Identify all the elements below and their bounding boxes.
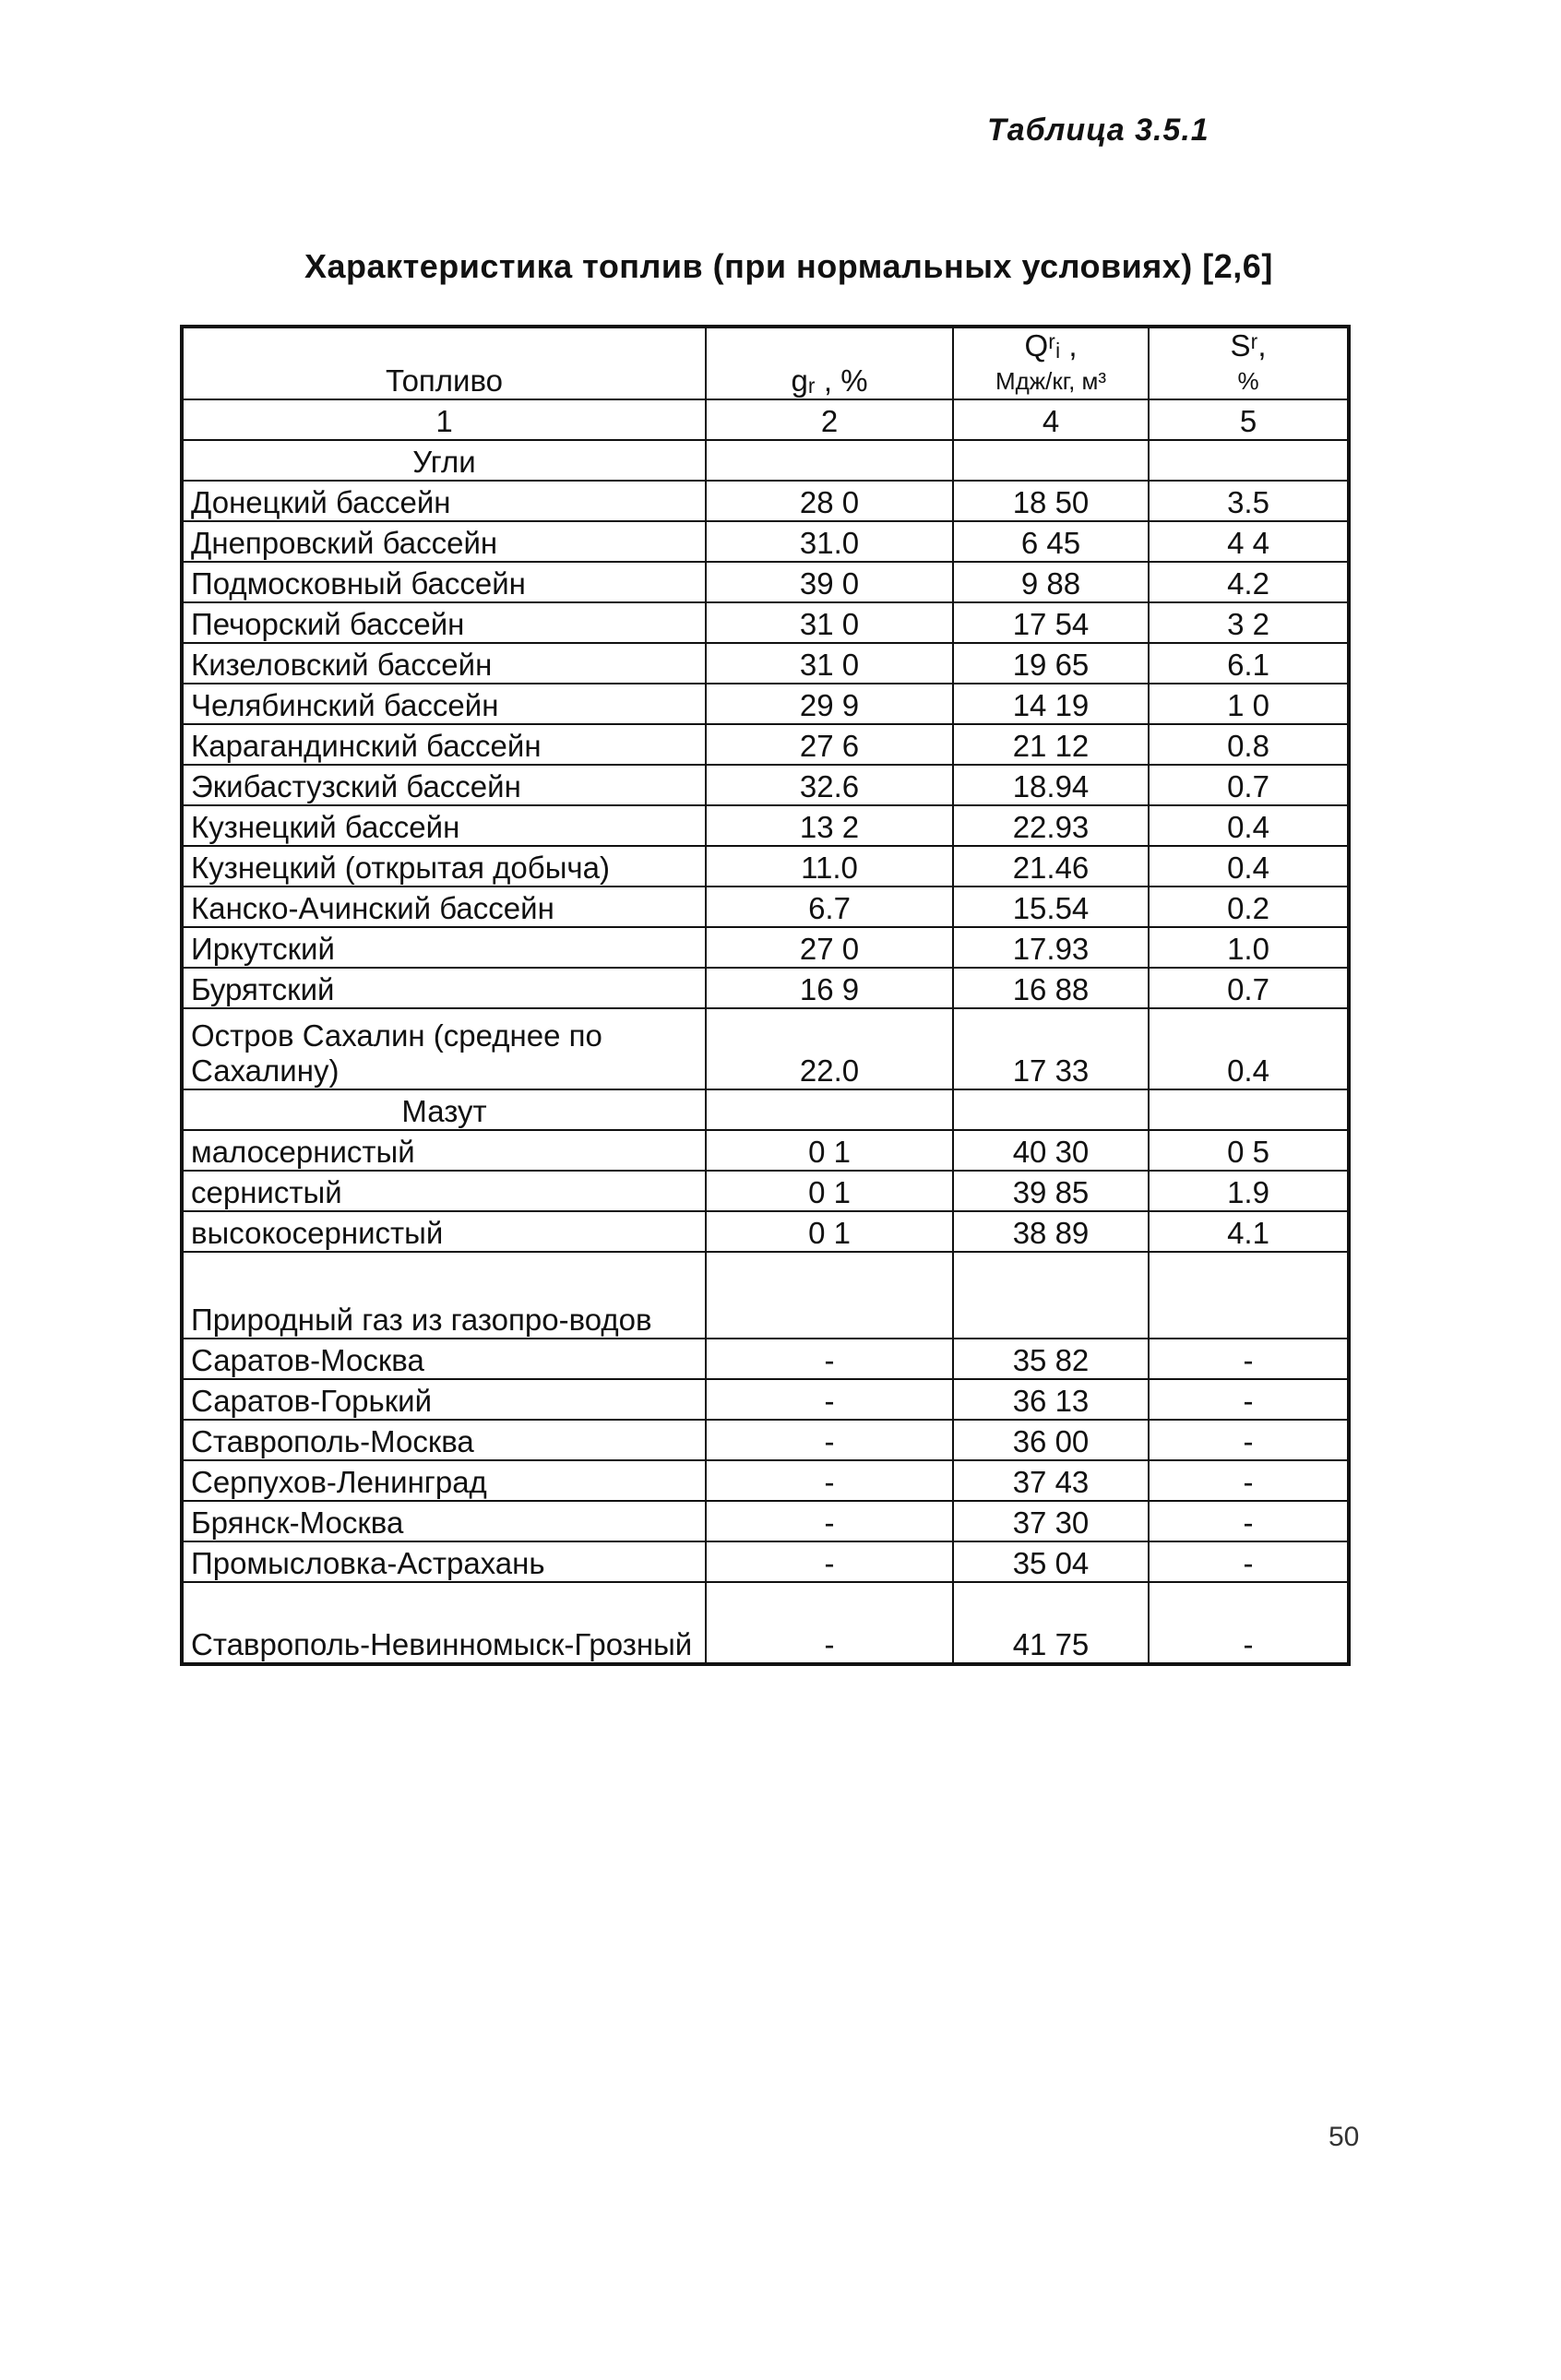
header-q (953, 327, 1149, 399)
s-value-cell: 1.9 (1149, 1171, 1349, 1211)
fuel-name-cell: Кизеловский бассейн (182, 643, 706, 684)
s-value-cell: - (1149, 1379, 1349, 1420)
column-number: 2 (706, 399, 953, 440)
s-value-cell: 3 2 (1149, 602, 1349, 643)
header-g: gᵣ , % (706, 327, 953, 399)
table-row (182, 643, 1349, 684)
s-value-cell: - (1149, 1501, 1349, 1541)
fuel-name-cell: Днепровский бассейн (182, 521, 706, 562)
g-value-cell: 13 2 (706, 805, 953, 846)
empty-cell (953, 440, 1149, 481)
table-row (182, 1008, 1349, 1089)
g-value-cell: 31 0 (706, 602, 953, 643)
g-value-cell: 11.0 (706, 846, 953, 887)
q-value-cell: 19 65 (953, 643, 1149, 684)
q-value-cell: 35 82 (953, 1339, 1149, 1379)
fuel-name-cell: Кузнецкий (открытая добыча) (182, 846, 706, 887)
table-row (182, 1582, 1349, 1664)
q-value-cell: 38 89 (953, 1211, 1149, 1252)
table-reference: Таблица 3.5.1 (987, 113, 1209, 148)
s-value-cell: - (1149, 1541, 1349, 1582)
empty-cell (706, 440, 953, 481)
q-value-cell: 35 04 (953, 1541, 1149, 1582)
fuel-name-cell: Саратов-Москва (182, 1339, 706, 1379)
section-label-gas: Природный газ из газопро-водов (182, 1252, 706, 1339)
table-row (182, 724, 1349, 765)
fuel-name-cell: Ставрополь-Невинномыск-Грозный (182, 1582, 706, 1664)
table-row (182, 1460, 1349, 1501)
fuel-name-cell: высокосернистый (182, 1211, 706, 1252)
fuel-name-cell: Саратов-Горький (182, 1379, 706, 1420)
table-row (182, 1541, 1349, 1582)
q-value-cell: 22.93 (953, 805, 1149, 846)
q-value-cell: 17 54 (953, 602, 1149, 643)
q-value-cell: 16 88 (953, 968, 1149, 1008)
fuel-name-cell: Карагандинский бассейн (182, 724, 706, 765)
header-s-unit: % (1237, 367, 1259, 395)
table-row (182, 805, 1349, 846)
column-number: 5 (1149, 399, 1349, 440)
g-value-cell: 29 9 (706, 684, 953, 724)
mazut-rows (182, 1130, 1349, 1252)
gas-rows (182, 1339, 1349, 1664)
section-row-coal (182, 440, 1349, 481)
page-number: 50 (1329, 2122, 1360, 2152)
g-value-cell: - (706, 1339, 953, 1379)
g-value-cell: - (706, 1379, 953, 1420)
fuel-name-cell: Иркутский (182, 927, 706, 968)
table-row (182, 1171, 1349, 1211)
table-row (182, 684, 1349, 724)
q-value-cell: 21 12 (953, 724, 1149, 765)
g-value-cell: 6.7 (706, 887, 953, 927)
table-row (182, 602, 1349, 643)
table-row (182, 1420, 1349, 1460)
q-value-cell: 18 50 (953, 481, 1149, 521)
table-row (182, 887, 1349, 927)
s-value-cell: 1 0 (1149, 684, 1349, 724)
fuel-name-cell: Донецкий бассейн (182, 481, 706, 521)
empty-cell (953, 1089, 1149, 1130)
fuel-name-cell: Канско-Ачинский бассейн (182, 887, 706, 927)
table-row (182, 1501, 1349, 1541)
g-value-cell: 28 0 (706, 481, 953, 521)
q-value-cell: 9 88 (953, 562, 1149, 602)
fuel-name-cell: Брянск-Москва (182, 1501, 706, 1541)
q-value-cell: 40 30 (953, 1130, 1149, 1171)
s-value-cell: - (1149, 1339, 1349, 1379)
fuel-name-cell: сернистый (182, 1171, 706, 1211)
empty-cell (1149, 1252, 1349, 1339)
q-value-cell: 41 75 (953, 1582, 1149, 1664)
g-value-cell: 27 6 (706, 724, 953, 765)
section-label-mazut: Мазут (182, 1089, 706, 1130)
fuel-name-cell: Кузнецкий бассейн (182, 805, 706, 846)
g-value-cell: - (706, 1460, 953, 1501)
q-value-cell: 15.54 (953, 887, 1149, 927)
fuel-name-cell: Ставрополь-Москва (182, 1420, 706, 1460)
q-value-cell: 39 85 (953, 1171, 1149, 1211)
fuel-characteristics-table (180, 325, 1351, 1666)
table-row (182, 1379, 1349, 1420)
g-value-cell: 0 1 (706, 1211, 953, 1252)
column-number: 1 (182, 399, 706, 440)
header-s-symbol: Sʳ, (1230, 328, 1267, 363)
s-value-cell: 4.2 (1149, 562, 1349, 602)
g-value-cell: 0 1 (706, 1171, 953, 1211)
q-value-cell: 17 33 (953, 1008, 1149, 1089)
g-value-cell: 31.0 (706, 521, 953, 562)
s-value-cell: 1.0 (1149, 927, 1349, 968)
q-value-cell: 36 13 (953, 1379, 1149, 1420)
fuel-name-cell: Печорский бассейн (182, 602, 706, 643)
column-number: 4 (953, 399, 1149, 440)
s-value-cell: 0.4 (1149, 1008, 1349, 1089)
section-row-gas (182, 1252, 1349, 1339)
table-row (182, 1130, 1349, 1171)
fuel-name-cell: Остров Сахалин (среднее по Сахалину) (182, 1008, 706, 1089)
table-row (182, 968, 1349, 1008)
section-label-coal: Угли (182, 440, 706, 481)
s-value-cell: 0.8 (1149, 724, 1349, 765)
empty-cell (706, 1089, 953, 1130)
header-s (1149, 327, 1349, 399)
table-row (182, 481, 1349, 521)
fuel-name-cell: Экибастузский бассейн (182, 765, 706, 805)
section-row-mazut (182, 1089, 1349, 1130)
fuel-name-cell: Подмосковный бассейн (182, 562, 706, 602)
fuel-name-cell: Челябинский бассейн (182, 684, 706, 724)
q-value-cell: 37 30 (953, 1501, 1149, 1541)
s-value-cell: 0.2 (1149, 887, 1349, 927)
g-value-cell: - (706, 1582, 953, 1664)
table-row (182, 1211, 1349, 1252)
g-value-cell: 31 0 (706, 643, 953, 684)
s-value-cell: 0.7 (1149, 765, 1349, 805)
g-value-cell: - (706, 1501, 953, 1541)
empty-cell (706, 1252, 953, 1339)
header-fuel: Топливо (182, 327, 706, 399)
header-q-unit: Мдж/кг, м³ (995, 367, 1107, 395)
g-value-cell: - (706, 1541, 953, 1582)
g-value-cell: 0 1 (706, 1130, 953, 1171)
q-value-cell: 18.94 (953, 765, 1149, 805)
g-value-cell: 27 0 (706, 927, 953, 968)
s-value-cell: 0.4 (1149, 846, 1349, 887)
empty-cell (953, 1252, 1149, 1339)
s-value-cell: 0.7 (1149, 968, 1349, 1008)
table-row (182, 521, 1349, 562)
fuel-name-cell: Промысловка-Астрахань (182, 1541, 706, 1582)
g-value-cell: 32.6 (706, 765, 953, 805)
s-value-cell: - (1149, 1420, 1349, 1460)
g-value-cell: 22.0 (706, 1008, 953, 1089)
s-value-cell: 3.5 (1149, 481, 1349, 521)
table-row (182, 1339, 1349, 1379)
s-value-cell: 4 4 (1149, 521, 1349, 562)
s-value-cell: - (1149, 1460, 1349, 1501)
g-value-cell: 39 0 (706, 562, 953, 602)
table-row (182, 927, 1349, 968)
q-value-cell: 37 43 (953, 1460, 1149, 1501)
table-row (182, 765, 1349, 805)
s-value-cell: 4.1 (1149, 1211, 1349, 1252)
table-header-row (182, 327, 1349, 399)
g-value-cell: - (706, 1420, 953, 1460)
fuel-name-cell: Серпухов-Ленинград (182, 1460, 706, 1501)
q-value-cell: 36 00 (953, 1420, 1149, 1460)
s-value-cell: 0 5 (1149, 1130, 1349, 1171)
coal-rows (182, 481, 1349, 1089)
empty-cell (1149, 440, 1349, 481)
q-value-cell: 14 19 (953, 684, 1149, 724)
table-row (182, 846, 1349, 887)
s-value-cell: 0.4 (1149, 805, 1349, 846)
table-title: Характеристика топлив (при нормальных условиях) [2,6] (304, 247, 1273, 285)
g-value-cell: 16 9 (706, 968, 953, 1008)
fuel-name-cell: Бурятский (182, 968, 706, 1008)
q-value-cell: 6 45 (953, 521, 1149, 562)
column-number-row (182, 399, 1349, 440)
s-value-cell: - (1149, 1582, 1349, 1664)
s-value-cell: 6.1 (1149, 643, 1349, 684)
header-q-symbol: Qʳᵢ , (1024, 328, 1078, 363)
empty-cell (1149, 1089, 1349, 1130)
table-row (182, 562, 1349, 602)
fuel-name-cell: малосернистый (182, 1130, 706, 1171)
q-value-cell: 21.46 (953, 846, 1149, 887)
q-value-cell: 17.93 (953, 927, 1149, 968)
